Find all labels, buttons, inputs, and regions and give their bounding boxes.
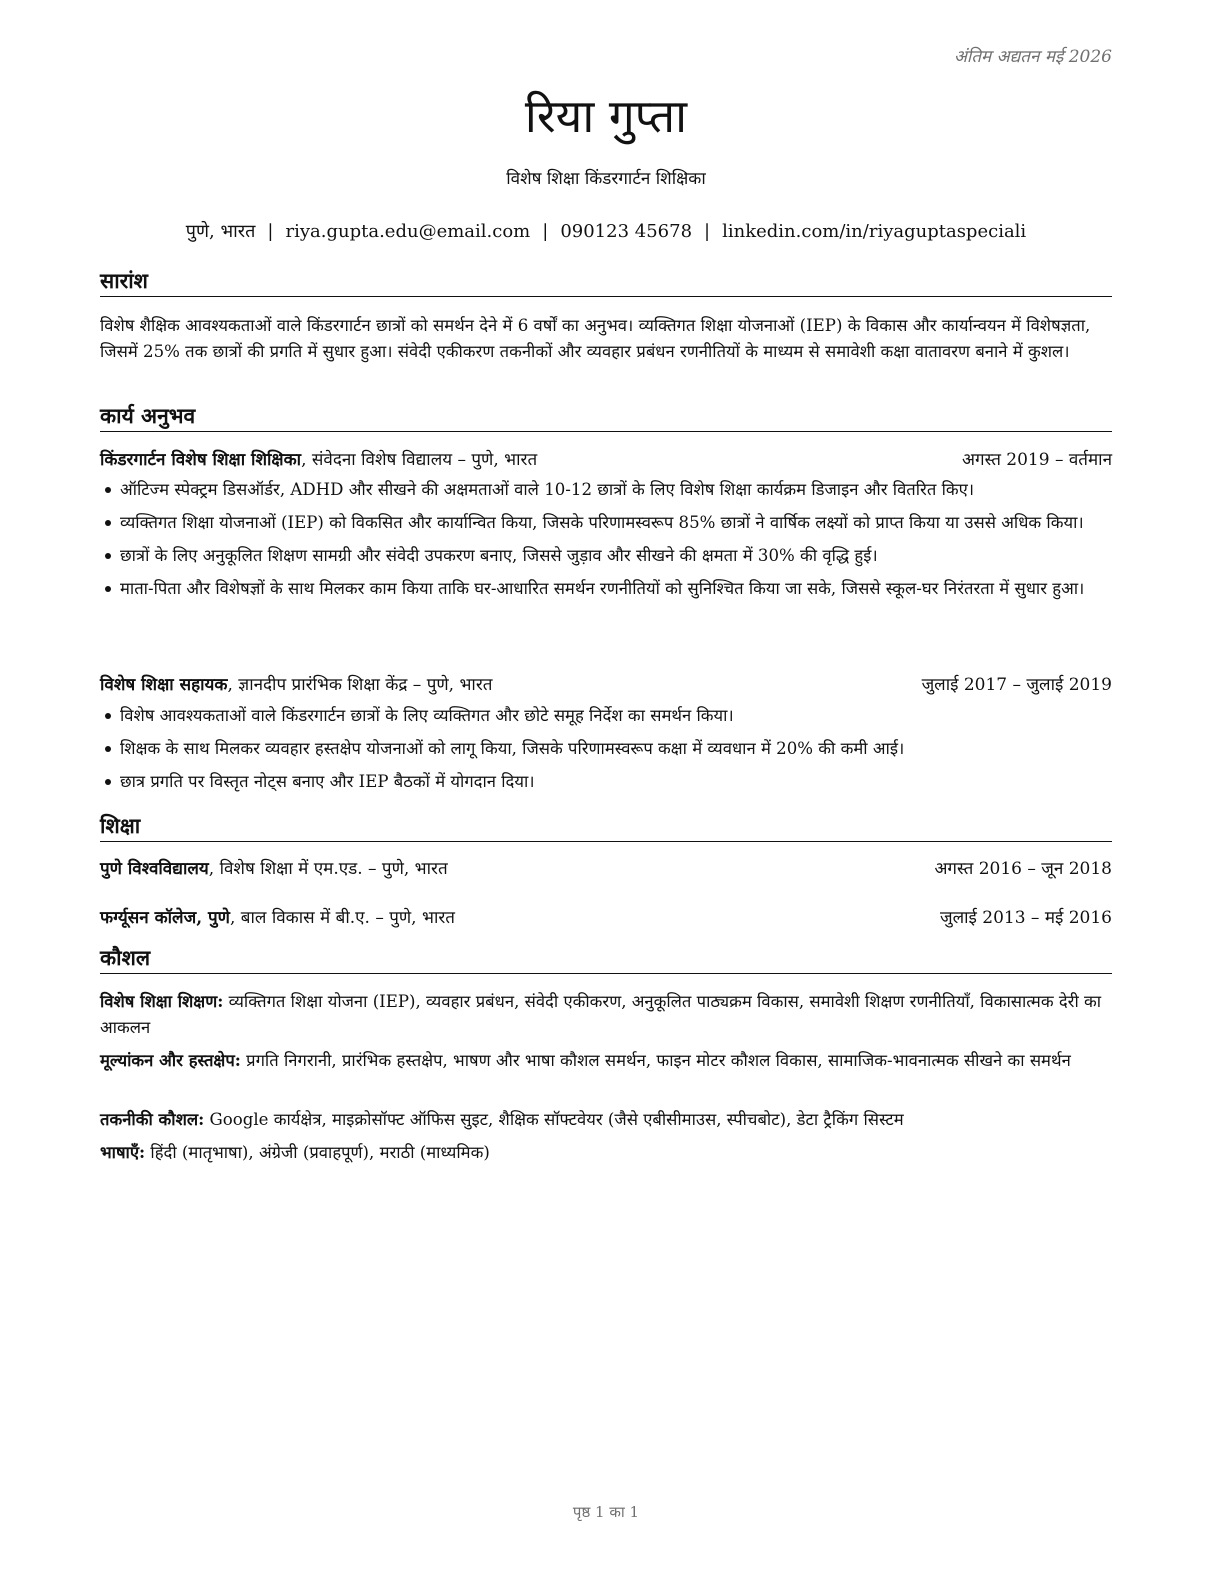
job-bullets [100,477,1112,609]
education-entry [100,857,1112,881]
skill-label: तकनीकी कौशल: [100,1109,205,1129]
skill-text: हिंदी (मातृभाषा), अंग्रेजी (प्रवाहपूर्ण), मराठी (माध्यमिक) [145,1143,490,1162]
section-heading-skills: कौशल [100,945,1112,974]
contact-linkedin[interactable]: linkedin.com/in/riyaguptaspeciali [722,221,1027,242]
job-entry-header [100,673,1112,697]
list-item: माता-पिता और विशेषज्ञों के साथ मिलकर काम किया ताकि घर-आधारित समर्थन रणनीतियों को सुनिश्चित किया जा सके, जिससे स्कूल-घर निरंतरता में सुधार हुआ। [100,576,1112,601]
contact-separator: | [704,221,711,242]
section-heading-summary: सारांश [100,268,1112,297]
contact-separator: | [267,221,274,242]
school-name: पुणे विश्वविद्यालय [100,859,209,879]
contact-line [100,219,1112,243]
list-item: छात्र प्रगति पर विस्तृत नोट्स बनाए और IEP बैठकों में योगदान दिया। [100,769,1112,794]
degree-detail: , बाल विकास में बी.ए. – पुणे, भारत [229,908,455,928]
last-updated: अंतिम अद्यतन मई 2026 [953,47,1112,67]
contact-location: पुणे, भारत [185,221,256,242]
list-item: शिक्षक के साथ मिलकर व्यवहार हस्तक्षेप योजनाओं को लागू किया, जिसके परिणामस्वरूप कक्षा में व्यवधान में 20% की कमी आई। [100,736,1112,761]
contact-phone: 090123 45678 [560,221,693,242]
job-org: , ज्ञानदीप प्रारंभिक शिक्षा केंद्र – पुणे, भारत [227,675,493,695]
education-dates: जुलाई 2013 – मई 2016 [939,908,1112,928]
skill-line [100,1047,1112,1074]
job-org: , संवेदना विशेष विद्यालय – पुणे, भारत [301,450,538,470]
summary-text: विशेष शैक्षिक आवश्यकताओं वाले किंडरगार्टन छात्रों को समर्थन देने में 6 वर्षों का अनुभव। व्यक्तिगत शिक्षा योजनाओं (IEP) के विकास और कार्यान्वयन में विशेषज्ञता, जिसमें 25% तक छात्रों की प्रगति में सुधार हुआ। संवेदी एकीकरण तकनीकों और व्यवहार प्रबंधन रणनीतियों के माध्यम से समावेशी कक्षा वातावरण बनाने में कुशल। [100,316,1091,361]
contact-separator: | [542,221,549,242]
job-dates: अगस्त 2019 – वर्तमान [962,450,1112,470]
skill-label: भाषाएँ: [100,1142,146,1162]
school-name: फर्ग्यूसन कॉलेज, पुणे [100,908,230,928]
skill-text: व्यक्तिगत शिक्षा योजना (IEP), व्यवहार प्रबंधन, संवेदी एकीकरण, अनुकूलित पाठ्यक्रम विकास, समावेशी शिक्षण रणनीतियाँ, विकासात्मक देरी का आकलन [100,992,1102,1037]
job-dates: जुलाई 2017 – जुलाई 2019 [921,675,1112,695]
job-bullets [100,703,1112,802]
list-item: व्यक्तिगत शिक्षा योजनाओं (IEP) को विकसित और कार्यान्वित किया, जिसके परिणामस्वरूप 85% छात्रों ने वार्षिक लक्ष्यों को प्राप्त किया या उससे अधिक किया। [100,510,1112,535]
job-entry-header [100,448,1112,472]
section-heading-experience: कार्य अनुभव [100,403,1112,432]
skill-line [100,1106,1112,1133]
page-number: पृष्ठ 1 का 1 [572,1503,640,1521]
skill-text: Google कार्यक्षेत्र, माइक्रोसॉफ्ट ऑफिस सुइट, शैक्षिक सॉफ्टवेयर (जैसे एबीसीमाउस, स्पीचबोट), डेटा ट्रैकिंग सिस्टम [204,1110,904,1129]
candidate-name: रिया गुप्ता [524,89,688,143]
degree-detail: , विशेष शिक्षा में एम.एड. – पुणे, भारत [208,859,448,879]
skill-label: विशेष शिक्षा शिक्षण: [100,991,224,1011]
skill-label: मूल्यांकन और हस्तक्षेप: [100,1050,241,1070]
job-title: विशेष शिक्षा किंडरगार्टन शिक्षिका [506,169,706,189]
education-dates: अगस्त 2016 – जून 2018 [934,859,1112,879]
contact-email[interactable]: riya.gupta.edu@email.com [285,221,531,242]
job-role: विशेष शिक्षा सहायक [100,675,228,695]
section-heading-education: शिक्षा [100,813,1112,842]
education-entry [100,906,1112,930]
list-item: विशेष आवश्यकताओं वाले किंडरगार्टन छात्रों के लिए व्यक्तिगत और छोटे समूह निर्देश का समर्थन किया। [100,703,1112,728]
skill-line [100,988,1112,1041]
skill-line [100,1139,1112,1166]
job-role: किंडरगार्टन विशेष शिक्षा शिक्षिका [100,450,302,470]
skill-text: प्रगति निगरानी, प्रारंभिक हस्तक्षेप, भाषण और भाषा कौशल समर्थन, फाइन मोटर कौशल विकास, सामाजिक-भावनात्मक सीखने का समर्थन [240,1051,1071,1070]
list-item: ऑटिज्म स्पेक्ट्रम डिसऑर्डर, ADHD और सीखने की अक्षमताओं वाले 10-12 छात्रों के लिए विशेष शिक्षा कार्यक्रम डिजाइन और वितरित किए। [100,477,1112,502]
list-item: छात्रों के लिए अनुकूलित शिक्षण सामग्री और संवेदी उपकरण बनाए, जिससे जुड़ाव और सीखने की क्षमता में 30% की वृद्धि हुई। [100,543,1112,568]
resume-page [100,0,1112,1584]
